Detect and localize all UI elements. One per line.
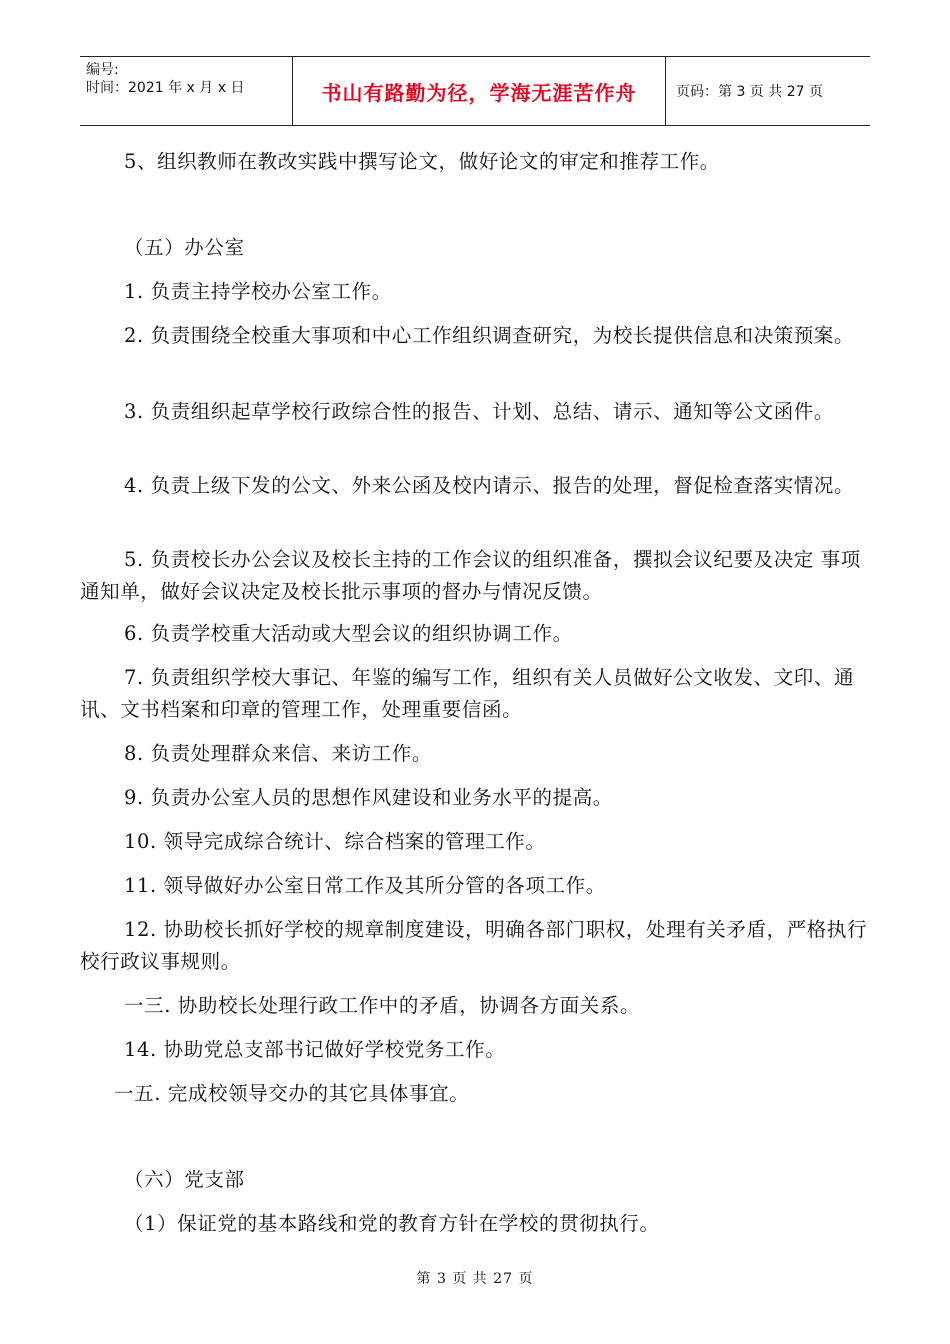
list-item: （1）保证党的基本路线和党的教育方针在学校的贯彻执行。 xyxy=(124,1212,660,1235)
section-heading: （六）党支部 xyxy=(124,1168,245,1191)
list-item: 一五. 完成校领导交办的其它具体事宜。 xyxy=(114,1082,470,1105)
page-header xyxy=(80,56,870,126)
header-page-info: 页码：第 3 页 共 27 页 xyxy=(676,84,823,100)
doc-time-label: 时间：2021 年 x 月 x 日 xyxy=(86,80,245,96)
list-item: 1. 负责主持学校办公室工作。 xyxy=(124,280,392,303)
header-motto: 书山有路勤为径，学海无涯苦作舟 xyxy=(292,57,666,125)
list-item: 6. 负责学校重大活动或大型会议的组织协调工作。 xyxy=(124,622,573,645)
list-item: 11. 领导做好办公室日常工作及其所分管的各项工作。 xyxy=(124,874,606,897)
list-item: 5. 负责校长办公会议及校长主持的工作会议的组织准备，撰拟会议纪要及决定 事项通知单，做好会议决定及校长批示事项的督办与情况反馈。 xyxy=(80,548,861,603)
list-item: 14. 协助党总支部书记做好学校党务工作。 xyxy=(124,1038,506,1061)
list-item: 2. 负责围绕全校重大事项和中心工作组织调查研究，为校长提供信息和决策预案。 xyxy=(124,324,855,347)
list-item: 8. 负责处理群众来信、来访工作。 xyxy=(124,742,433,765)
list-item: 4. 负责上级下发的公文、外来公函及校内请示、报告的处理，督促检查落实情况。 xyxy=(124,474,855,497)
list-item: 12. 协助校长抓好学校的规章制度建设，明确各部门职权，处理有关矛盾，严格执行校行政议事规则。 xyxy=(80,918,868,973)
paragraph: 5、组织教师在教改实践中撰写论文，做好论文的审定和推荐工作。 xyxy=(124,150,720,173)
section-heading: （五）办公室 xyxy=(124,236,245,259)
header-meta xyxy=(80,57,292,125)
page-footer: 第 3 页 共 27 页 xyxy=(416,1271,534,1287)
list-item: 10. 领导完成综合统计、综合档案的管理工作。 xyxy=(124,830,546,853)
list-item: 9. 负责办公室人员的思想作风建设和业务水平的提高。 xyxy=(124,786,613,809)
list-item: 7. 负责组织学校大事记、年鉴的编写工作，组织有关人员做好公文收发、文印、通讯、文书档案和印章的管理工作，处理重要信函。 xyxy=(80,666,855,721)
list-item: 一三. 协助校长处理行政工作中的矛盾，协调各方面关系。 xyxy=(124,994,641,1017)
list-item: 3. 负责组织起草学校行政综合性的报告、计划、总结、请示、通知等公文函件。 xyxy=(124,400,835,423)
doc-code-label: 编号: xyxy=(86,62,119,78)
